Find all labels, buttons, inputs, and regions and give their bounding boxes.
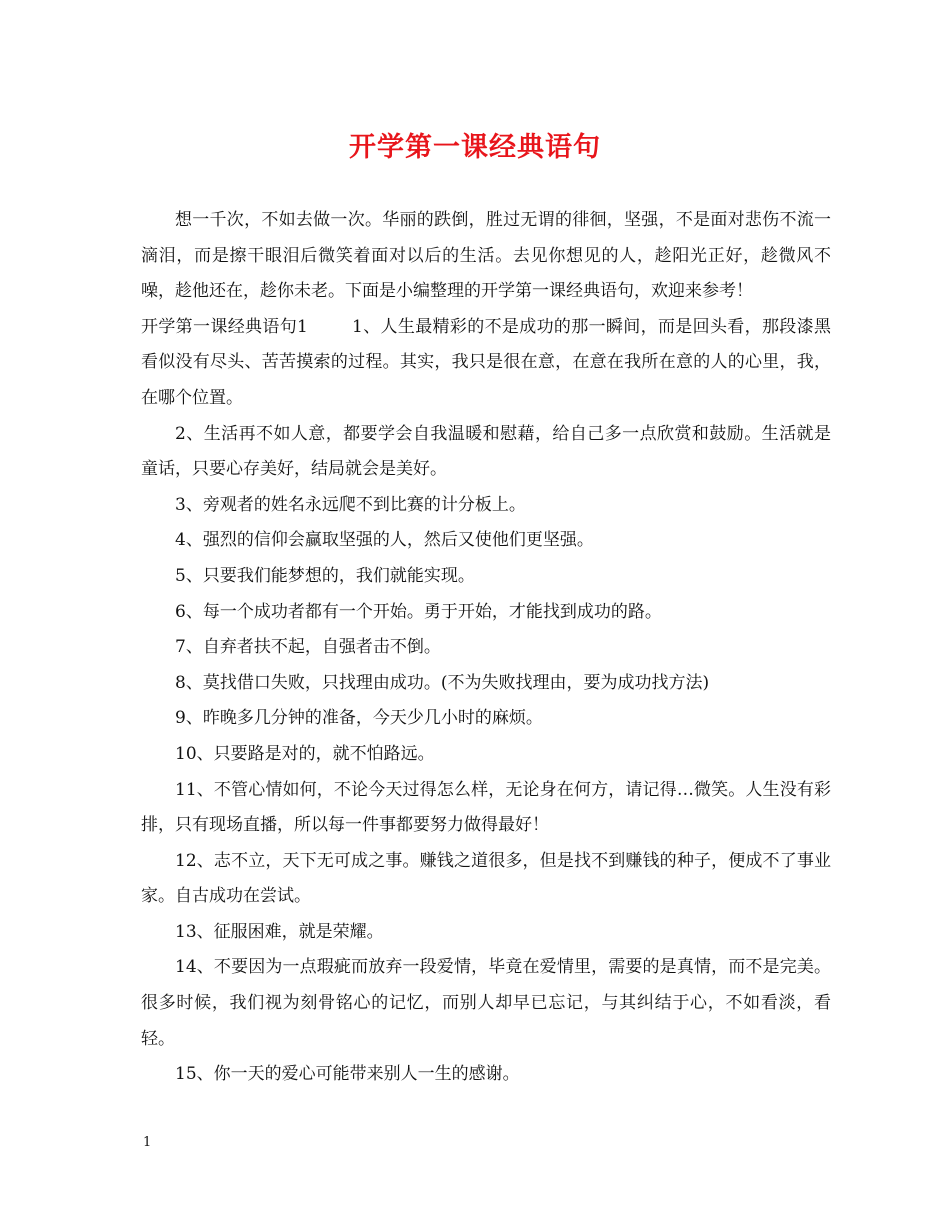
list-item-2: 2、生活再不如人意，都要学会自我温暖和慰藉，给自己多一点欣赏和鼓励。生活就是童话，只要心存美好，结局就会是美好。 (141, 423, 831, 480)
list-item-8: 8、莫找借口失败，只找理由成功。(不为失败找理由，要为成功找方法) (175, 672, 710, 693)
section-heading: 开学第一课经典语句1 (141, 316, 308, 337)
list-item-6: 6、每一个成功者都有一个开始。勇于开始，才能找到成功的路。 (175, 601, 662, 622)
list-item-9: 9、昨晚多几分钟的准备，今天少几小时的麻烦。 (175, 708, 543, 729)
list-item-1: 1、人生最精彩的不是成功的那一瞬间，而是回头看，那段漆黑看似没有尽头、苦苦摸索的过程。其实，我只是很在意，在意在我所在意的人的心里，我，在哪个位置。 (141, 316, 831, 408)
list-item-7: 7、自弃者扶不起，自强者击不倒。 (175, 637, 441, 658)
list-item-10: 10、只要路是对的，就不怕路远。 (175, 743, 435, 764)
document-body (141, 203, 831, 1093)
intro-paragraph: 想一千次，不如去做一次。华丽的跌倒，胜过无谓的徘徊，坚强，不是面对悲伤不流一滴泪，而是擦干眼泪后微笑着面对以后的生活。去见你想见的人，趁阳光正好，趁微风不噪，趁他还在，趁你未老。下面是小编整理的开学第一课经典语句，欢迎来参考！ (141, 210, 831, 302)
list-item-3: 3、旁观者的姓名永远爬不到比赛的计分板上。 (175, 494, 526, 515)
list-item-13: 13、征服困难，就是荣耀。 (175, 921, 384, 942)
page-number: 1 (143, 1135, 152, 1150)
list-item-15: 15、你一天的爱心可能带来别人一生的感谢。 (175, 1064, 520, 1085)
list-item-14: 14、不要因为一点瑕疵而放弃一段爱情，毕竟在爱情里，需要的是真情，而不是完美。很多时候，我们视为刻骨铭心的记忆，而别人却早已忘记，与其纠结于心，不如看淡，看轻。 (141, 957, 831, 1049)
list-item-5: 5、只要我们能梦想的，我们就能实现。 (175, 565, 475, 586)
list-item-11: 11、不管心情如何，不论今天过得怎么样，无论身在何方，请记得…微笑。人生没有彩排，只有现场直播，所以每一件事都要努力做得最好！ (141, 779, 831, 836)
list-item-12: 12、志不立，天下无可成之事。赚钱之道很多，但是找不到赚钱的种子，便成不了事业家。自古成功在尝试。 (141, 850, 831, 907)
list-item-4: 4、强烈的信仰会赢取坚强的人，然后又使他们更坚强。 (175, 530, 594, 551)
document-title: 开学第一课经典语句 (349, 132, 601, 163)
section-first-paragraph (141, 310, 831, 417)
